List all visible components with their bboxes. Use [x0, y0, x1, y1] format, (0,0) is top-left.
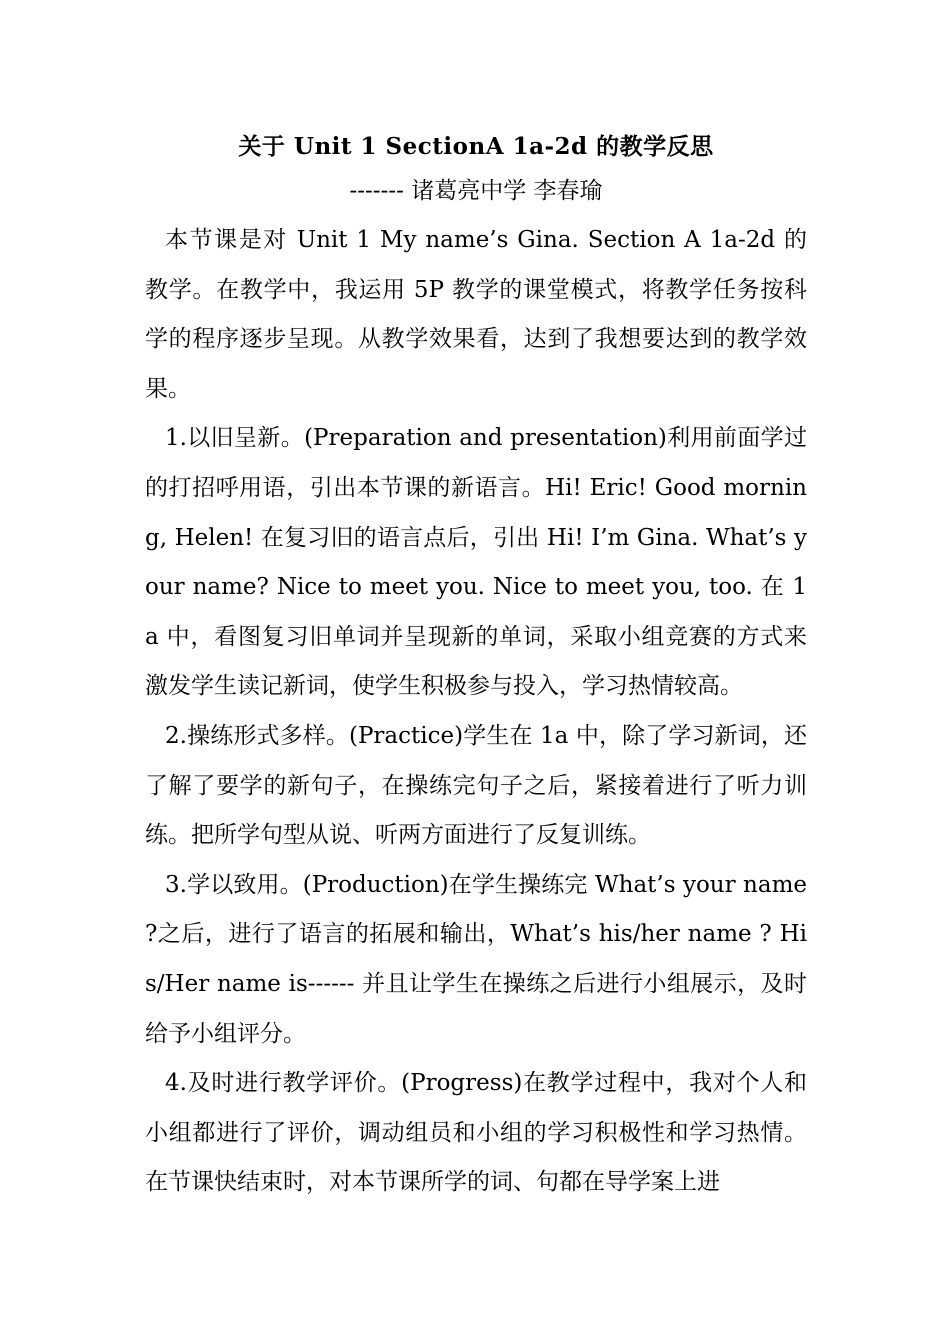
author-line: ------- 诸葛亮中学 李春瑜 — [349, 178, 603, 204]
paragraph-practice: 2.操练形式多样。(Practice)学生在 1a 中，除了学习新词，还了解了要学的新句子，在操练完句子之后，紧接着进行了听力训练。把所学句型从说、听两方面进行了反复训练。 — [145, 722, 807, 849]
paragraph-progress: 4.及时进行教学评价。(Progress)在教学过程中，我对个人和小组都进行了评价，调动组员和小组的学习积极性和学习热情。在节课快结束时，对本节课所学的词、句都在导学案上进 — [145, 1070, 807, 1196]
paragraph-production: 3.学以致用。(Production)在学生操练完 What’s your name ?之后，进行了语言的拓展和输出，What’s his/her name ? His/Her name is------ 并且让学生在操练之后进行小组展示，及时给予小组评分。 — [145, 871, 807, 1047]
document-title: 关于 Unit 1 SectionA 1a-2d 的教学反思 — [238, 133, 714, 160]
paragraph-preparation: 1.以旧呈新。(Preparation and presentation)利用前面学过的打招呼用语，引出本节课的新语言。Hi! Eric! Good morning, Helen! 在复习旧的语言点后，引出 Hi! I’m Gina. What’s your name? Nice to meet you. Nice to meet you, too. 在 1a 中，看图复习旧单词并呈现新的单词，采取小组竞赛的方式来激发学生读记新词，使学生积极参与投入，学习热情较高。 — [145, 425, 807, 700]
document-page — [145, 130, 807, 1208]
paragraph-intro: 本节课是对 Unit 1 My name’s Gina. Section A 1a-2d 的教学。在教学中，我运用 5P 教学的课堂模式，将教学任务按科学的程序逐步呈现。从教学效果看，达到了我想要达到的教学效果。 — [145, 227, 807, 402]
